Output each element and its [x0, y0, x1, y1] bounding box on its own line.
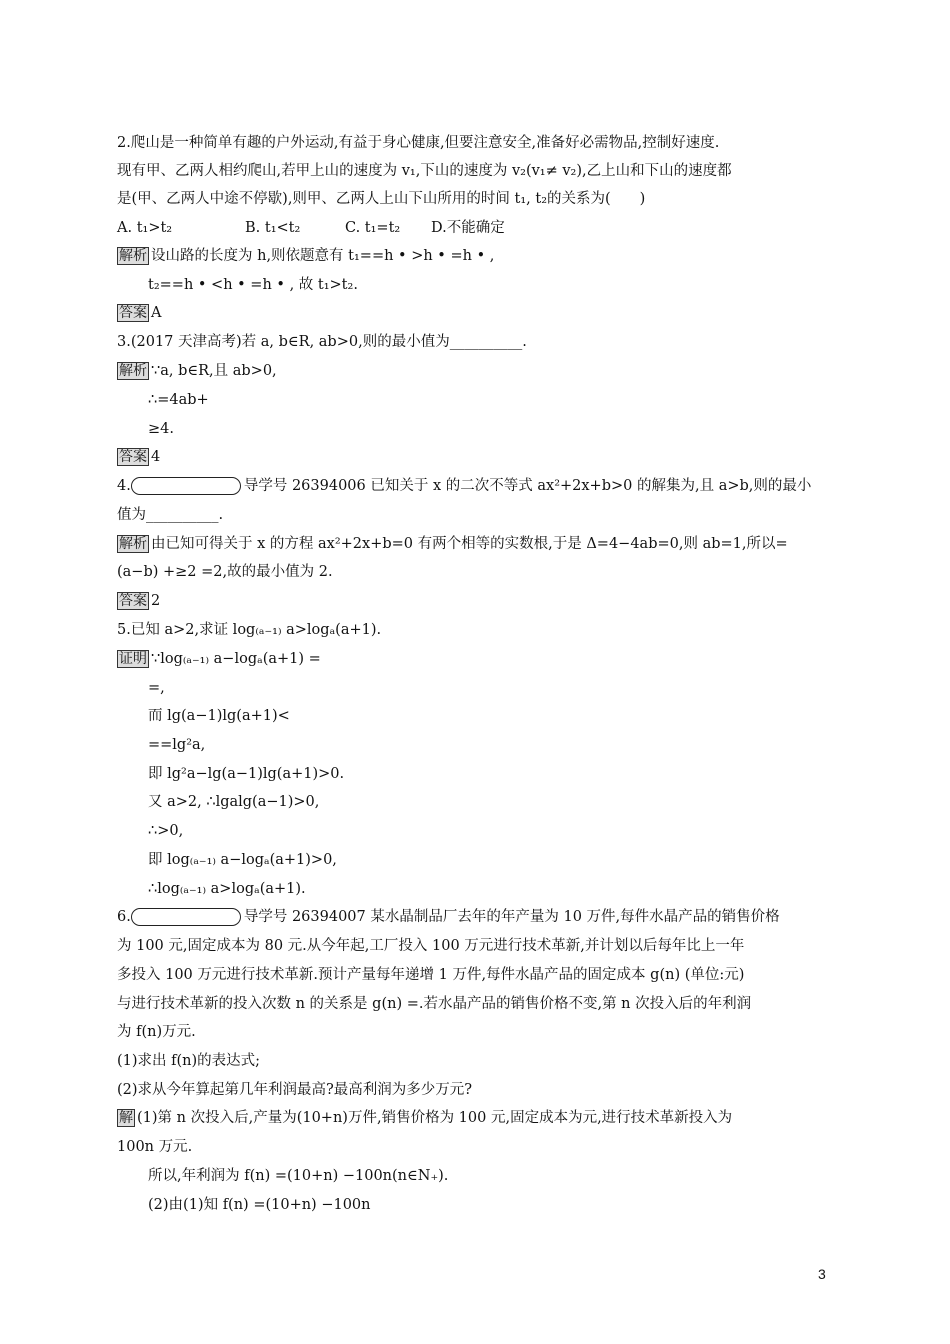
answer-tag: 答案 — [119, 305, 147, 321]
q4-line2: 值为__________. — [117, 507, 224, 523]
q5-proof-line7: ∴>0, — [148, 823, 184, 839]
q6-number: 6. — [117, 909, 131, 925]
q2-line3: 是(甲、乙两人中途不停歇),则甲、乙两人上山下山所用的时间 t₁, t₂的关系为( ) — [117, 191, 646, 207]
q2-option-d: D.不能确定 — [431, 220, 505, 236]
q6-solution-text1: (1)第 n 次投入后,产量为(10+n)万件,销售价格为 100 元,固定成本为元,进行技术革新投入为 — [137, 1110, 733, 1126]
q6-solution-line1 — [117, 1108, 732, 1128]
analysis-tag: 解析 — [119, 248, 147, 264]
q2-answer — [117, 303, 161, 323]
q6-solution-line2: 100n 万元. — [117, 1139, 193, 1155]
q5-proof-line8: 即 log₍ₐ₋₁₎ a−logₐ(a+1)>0, — [148, 852, 337, 868]
q4-analysis-line1 — [117, 534, 788, 554]
q4-answer-value: 2 — [151, 593, 161, 609]
q6-solution-line4: (2)由(1)知 f(n) =(10+n) −100n — [148, 1197, 371, 1213]
q6-line1 — [117, 907, 780, 927]
q6-solution-line3: 所以,年利润为 f(n) =(10+n) −100n(n∈N₊). — [148, 1168, 449, 1184]
q6-line2: 为 100 元,固定成本为 80 元.从今年起,工厂投入 100 万元进行技术革新,并计划以后每年比上一年 — [117, 938, 745, 954]
q3-answer — [117, 447, 160, 467]
q2-line2: 现有甲、乙两人相约爬山,若甲上山的速度为 v₁,下山的速度为 v₂(v₁≠ v₂),乙上山和下山的速度都 — [117, 163, 732, 179]
q2-options — [117, 218, 505, 238]
q4-text1: 导学号 26394006 已知关于 x 的二次不等式 ax²+2x+b>0 的解集为,且 a>b,则的最小 — [243, 478, 812, 494]
q3-analysis-line3: ≥4. — [148, 421, 174, 437]
q6-sub1: (1)求出 f(n)的表达式; — [117, 1053, 261, 1069]
answer-tag: 答案 — [119, 593, 147, 609]
analysis-tag: 解析 — [119, 536, 147, 552]
q5-proof-line2: =, — [148, 680, 165, 696]
rounded-box-icon — [131, 908, 241, 926]
q3-analysis-line1 — [117, 361, 277, 381]
q2-analysis-line1 — [117, 246, 494, 266]
q2-analysis-text1: 设山路的长度为 h,则依题意有 t₁==h • >h • =h • , — [151, 248, 495, 264]
q5-proof-line5: 即 lg²a−lg(a−1)lg(a+1)>0. — [148, 766, 345, 782]
proof-tag: 证明 — [119, 651, 147, 667]
rounded-box-icon — [131, 477, 241, 495]
q2-option-c: C. t₁=t₂ — [345, 220, 401, 236]
q5-proof-line1 — [117, 649, 321, 669]
q4-number: 4. — [117, 478, 131, 494]
q3-line1: 3.(2017 天津高考)若 a, b∈R, ab>0,则的最小值为__________. — [117, 334, 527, 350]
q4-analysis-text1: 由已知可得关于 x 的方程 ax²+2x+b=0 有两个相等的实数根,于是 Δ=4−4ab=0,则 ab=1,所以= — [151, 536, 788, 552]
q6-line3: 多投入 100 万元进行技术革新.预计产量每年递增 1 万件,每件水晶产品的固定成本 g(n) (单位:元) — [117, 967, 745, 983]
q5-proof-text1: ∵log₍ₐ₋₁₎ a−logₐ(a+1) = — [151, 651, 321, 667]
q2-option-a: A. t₁>t₂ — [117, 220, 173, 236]
q4-analysis-line2: (a−b) +≥2 =2,故的最小值为 2. — [117, 564, 333, 580]
q6-line5: 为 f(n)万元. — [117, 1024, 196, 1040]
q5-proof-line9: ∴log₍ₐ₋₁₎ a>logₐ(a+1). — [148, 881, 306, 897]
q4-line1 — [117, 476, 811, 496]
q2-line1: 2.爬山是一种简单有趣的户外运动,有益于身心健康,但要注意安全,准备好必需物品,控制好速度. — [117, 135, 720, 151]
q3-answer-value: 4 — [151, 449, 161, 465]
q2-option-b: B. t₁<t₂ — [245, 220, 301, 236]
solution-tag: 解 — [119, 1110, 133, 1126]
q5-line1: 5.已知 a>2,求证 log₍ₐ₋₁₎ a>logₐ(a+1). — [117, 622, 382, 638]
q2-analysis-line2: t₂==h • <h • =h • , 故 t₁>t₂. — [148, 277, 358, 293]
q2-answer-value: A — [151, 305, 162, 321]
q6-sub2: (2)求从今年算起第几年利润最高?最高利润为多少万元? — [117, 1082, 473, 1098]
q6-line4: 与进行技术革新的投入次数 n 的关系是 g(n) =.若水晶产品的销售价格不变,第 n 次投入后的年利润 — [117, 996, 752, 1012]
q5-proof-line4: ==lg²a, — [148, 737, 206, 753]
q5-proof-line3: 而 lg(a−1)lg(a+1)< — [148, 708, 290, 724]
q4-answer — [117, 591, 160, 611]
q6-text1: 导学号 26394007 某水晶制品厂去年的年产量为 10 万件,每件水晶产品的销售价格 — [243, 909, 780, 925]
answer-tag: 答案 — [119, 449, 147, 465]
q3-analysis-line2: ∴=4ab+ — [148, 392, 209, 408]
q5-proof-line6: 又 a>2, ∴lgalg(a−1)>0, — [148, 794, 320, 810]
page-number: 3 — [818, 1266, 826, 1282]
q3-analysis-text1: ∵a, b∈R,且 ab>0, — [151, 363, 277, 379]
analysis-tag: 解析 — [119, 363, 147, 379]
